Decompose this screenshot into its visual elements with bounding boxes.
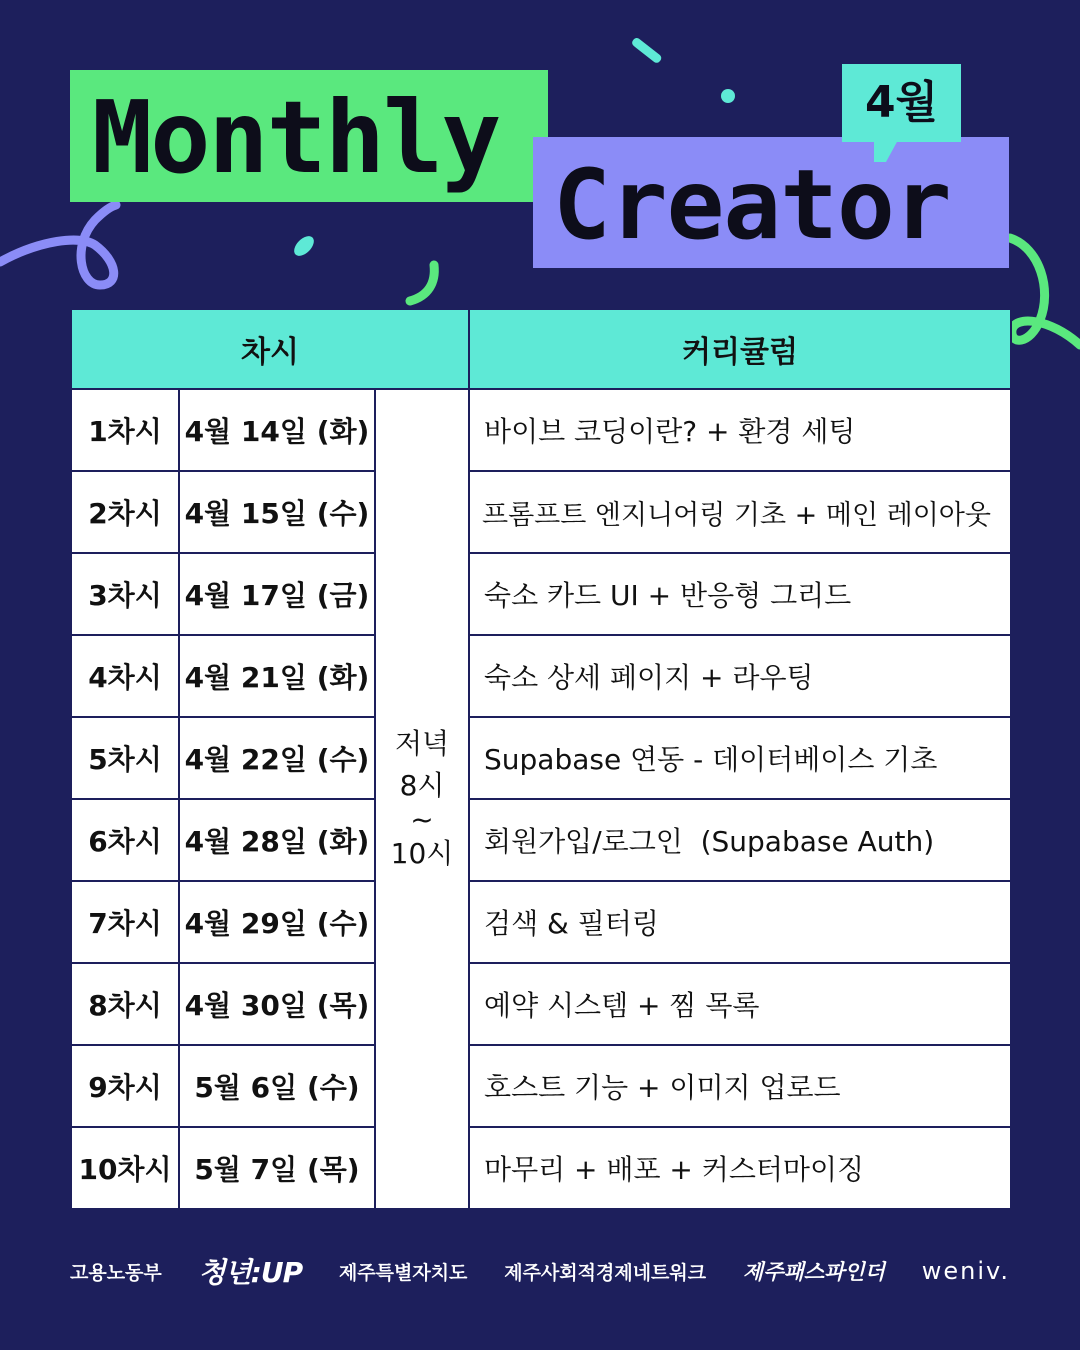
date-cell: 4월 29일 (수) <box>179 881 375 963</box>
session-cell: 2차시 <box>71 471 179 553</box>
session-cell: 8차시 <box>71 963 179 1045</box>
logo-jeju-social-economy-network: 제주사회적경제네트워크 <box>504 1261 707 1284</box>
logo-jeju-province: 제주특별자치도 <box>338 1261 468 1284</box>
date-cell: 4월 28일 (화) <box>179 799 375 881</box>
table-row <box>71 553 1011 635</box>
logo-youth-up: 청년:UP <box>198 1256 303 1289</box>
title-creator: Creator <box>533 137 1009 268</box>
table-row <box>71 881 1011 963</box>
logo-jeju-pass-finder: 제주패스파인더 <box>742 1260 885 1284</box>
topic-cell: 숙소 카드 UI + 반응형 그리드 <box>469 553 1011 635</box>
footer-logos <box>70 1250 1010 1292</box>
month-badge-tail <box>874 140 898 162</box>
schedule-table <box>70 308 1012 1210</box>
purple-swirl <box>0 205 116 285</box>
topic-cell: 검색 & 필터링 <box>469 881 1011 963</box>
month-badge: 4월 <box>842 64 961 142</box>
logo-weniv: weniv. <box>921 1257 1010 1285</box>
green-swirl <box>1010 238 1080 345</box>
time-cell <box>375 389 469 1209</box>
date-cell: 4월 17일 (금) <box>179 553 375 635</box>
table-row <box>71 1127 1011 1209</box>
topic-cell: 회원가입/로그인 (Supabase Auth) <box>469 799 1011 881</box>
session-cell: 3차시 <box>71 553 179 635</box>
header-session: 차시 <box>71 309 469 389</box>
session-cell: 5차시 <box>71 717 179 799</box>
topic-cell: 예약 시스템 + 찜 목록 <box>469 963 1011 1045</box>
session-cell: 6차시 <box>71 799 179 881</box>
table-row <box>71 389 1011 471</box>
date-cell: 4월 15일 (수) <box>179 471 375 553</box>
topic-cell: 호스트 기능 + 이미지 업로드 <box>469 1045 1011 1127</box>
session-cell: 9차시 <box>71 1045 179 1127</box>
green-arc <box>410 265 434 301</box>
time-line: 저녁 <box>394 727 450 760</box>
table-row <box>71 963 1011 1045</box>
date-cell: 4월 30일 (목) <box>179 963 375 1045</box>
time-line: ~ <box>410 803 434 836</box>
table-row <box>71 799 1011 881</box>
date-cell: 4월 21일 (화) <box>179 635 375 717</box>
table-row <box>71 1045 1011 1127</box>
mint-dot <box>721 89 735 103</box>
time-line: 8시 <box>399 769 445 802</box>
mint-dash <box>631 36 663 64</box>
date-cell: 5월 7일 (목) <box>179 1127 375 1209</box>
topic-cell: Supabase 연동 - 데이터베이스 기초 <box>469 717 1011 799</box>
title-monthly: Monthly <box>70 70 548 202</box>
mint-oval <box>291 233 318 260</box>
session-cell: 10차시 <box>71 1127 179 1209</box>
session-cell: 4차시 <box>71 635 179 717</box>
topic-cell: 마무리 + 배포 + 커스터마이징 <box>469 1127 1011 1209</box>
header-curriculum: 커리큘럼 <box>469 309 1011 389</box>
table-row <box>71 471 1011 553</box>
date-cell: 5월 6일 (수) <box>179 1045 375 1127</box>
topic-cell: 프롬프트 엔지니어링 기초 + 메인 레이아웃 <box>469 471 1011 553</box>
time-line: 10시 <box>390 837 454 870</box>
table-header-row <box>71 309 1011 389</box>
session-cell: 7차시 <box>71 881 179 963</box>
topic-cell: 숙소 상세 페이지 + 라우팅 <box>469 635 1011 717</box>
logo-ministry-of-labor: 고용노동부 <box>70 1261 162 1284</box>
topic-cell: 바이브 코딩이란? + 환경 세팅 <box>469 389 1011 471</box>
table-row <box>71 717 1011 799</box>
date-cell: 4월 14일 (화) <box>179 389 375 471</box>
table-row <box>71 635 1011 717</box>
session-cell: 1차시 <box>71 389 179 471</box>
date-cell: 4월 22일 (수) <box>179 717 375 799</box>
